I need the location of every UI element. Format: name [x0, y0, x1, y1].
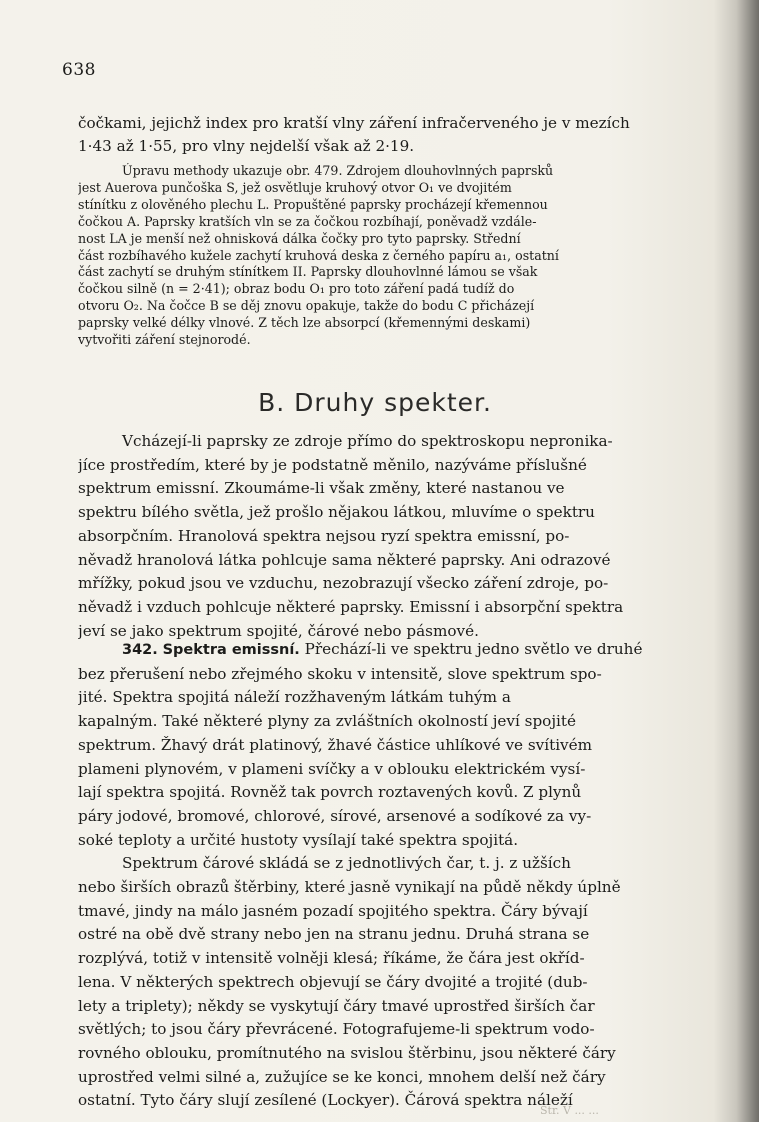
text-line: lají spektra spojitá. Rovněž tak povrch roztavených kovů. Z plynů [78, 783, 582, 802]
text-line: paprsky velké délky vlnové. Z těch lze absorpcí (křemennými deskami) [78, 315, 531, 331]
paragraph-title: Spektra emissní. [162, 642, 300, 658]
small-print-paragraph [78, 163, 672, 349]
text-line: čočkami, jejichž index pro kratší vlny záření infračerveného je v mezích [78, 114, 630, 132]
paragraph-emission-spectra [78, 638, 672, 1113]
text-line: část zachytí se druhým stínítkem II. Paprsky dlouhovlnné lámou se však [78, 264, 538, 280]
text-line: něvadž hranolová látka pohlcuje sama některé paprsky. Ani odrazové [78, 550, 611, 569]
text-line: část rozbíhavého kužele zachytí kruhová deska z černého papíru a₁, ostatní [78, 247, 559, 263]
text-line: otvoru O₂. Na čočce B se děj znovu opakuje, takže do bodu C přicházejí [78, 298, 535, 314]
text-line: něvadž i vzduch pohlcuje některé paprsky. Emissní i absorpční spektra [78, 597, 624, 616]
text-line: lety a triplety); někdy se vyskytují čáry tmavé uprostřed širších čar [78, 996, 595, 1015]
text-line: jité. Spektra spojitá náleží rozžhaveným látkám tuhým a [78, 688, 511, 707]
text-line: ostatní. Tyto čáry slují zesílené (Lockyer). Čárová spektra náleží [78, 1091, 573, 1110]
text-line: jest Auerova punčoška S, jež osvětluje kruhový otvor O₁ ve dvojitém [78, 179, 512, 195]
text-line: ostré na obě dvě strany nebo jen na stranu jednu. Druhá strana se [78, 925, 590, 944]
text-line: jíce prostředím, které by je podstatně měnilo, nazýváme příslušné [78, 455, 587, 474]
paragraph-first-line [78, 638, 672, 663]
text-line: stínítku z olověného plechu L. Propuštěné paprsky procházejí křemennou [78, 196, 548, 212]
bleed-through-fragment: Str. V ... ... [540, 1104, 599, 1117]
text-line: mřížky, pokud jsou ve vzduchu, nezobrazují všecko záření zdroje, po- [78, 574, 609, 593]
text-line: světlých; to jsou čáry převrácené. Fotografujeme-li spektrum vodo- [78, 1020, 595, 1039]
text-line: nost LA je menší než ohnisková dálka čočky pro tyto paprsky. Střední [78, 230, 521, 246]
text-line: čočkou A. Paprsky kratších vln se za čočkou rozbíhají, poněvadž vzdále- [78, 213, 537, 229]
text-line: absorpčním. Hranolová spektra nejsou ryzí spektra emissní, po- [78, 526, 570, 545]
text-line: lena. V některých spektrech objevují se čáry dvojité a trojité (dub- [78, 972, 588, 991]
text-line: nebo širších obrazů štěrbiny, které jasně vynikají na půdě někdy úplně [78, 878, 621, 897]
text-line: Vcházejí-li paprsky ze zdroje přímo do spektroskopu nepronika- [122, 432, 613, 450]
text-line: bez přerušení nebo zřejmého skoku v intensitě, slove spektrum spo- [78, 664, 602, 683]
text-line: vytvořiti záření stejnorodé. [78, 332, 251, 348]
text-line: uprostřed velmi silné a, zužujíce se ke konci, mnohem delší než čáry [78, 1067, 606, 1086]
text-line: 1·43 až 1·55, pro vlny nejdelší však až 2·19. [78, 137, 415, 155]
text-line: jeví se jako spektrum spojité, čárové nebo pásmové. [78, 621, 479, 640]
text-line: čočkou silně (n = 2·41); obraz bodu O₁ pro toto záření padá tudíž do [78, 281, 515, 297]
text-line: páry jodové, bromové, chlorové, sírové, arsenové a sodíkové za vy- [78, 806, 592, 825]
text-line: rozplývá, totiž v intensitě volněji klesá; říkáme, že čára jest okříd- [78, 949, 585, 968]
section-heading: B. Druhy spekter. [258, 388, 492, 417]
text-line: rovného oblouku, promítnutého na svislou štěrbinu, jsou některé čáry [78, 1043, 616, 1062]
text-line: Úpravu methody ukazuje obr. 479. Zdrojem dlouhovlnných paprsků [122, 163, 554, 178]
text-line: spektrum emissní. Zkoumáme-li však změny, které nastanou ve [78, 479, 565, 498]
text-line: spektru bílého světla, jež prošlo nějakou látkou, mluvíme o spektru [78, 503, 595, 522]
text-line: Spektrum čárové skládá se z jednotlivých čar, t. j. z užších [122, 854, 571, 873]
text-line: soké teploty a určité hustoty vysílají také spektra spojitá. [78, 830, 519, 849]
text-line: spektrum. Žhavý drát platinový, žhavé částice uhlíkové ve svítivém [78, 735, 593, 754]
intro-text [78, 112, 672, 158]
text-line: kapalným. Také některé plyny za zvláštních okolností jeví spojité [78, 712, 576, 731]
page-number: 638 [62, 60, 96, 80]
paragraph-number: 342. [122, 642, 158, 658]
paragraph-spectrum-types [78, 430, 672, 643]
text-fragment: Přechází-li ve spektru jedno světlo ve druhé [304, 640, 643, 658]
text-line: plameni plynovém, v plameni svíčky a v oblouku elektrickém vysí- [78, 759, 586, 778]
text-line: tmavé, jindy na málo jasném pozadí spojitého spektra. Čáry bývají [78, 901, 588, 920]
